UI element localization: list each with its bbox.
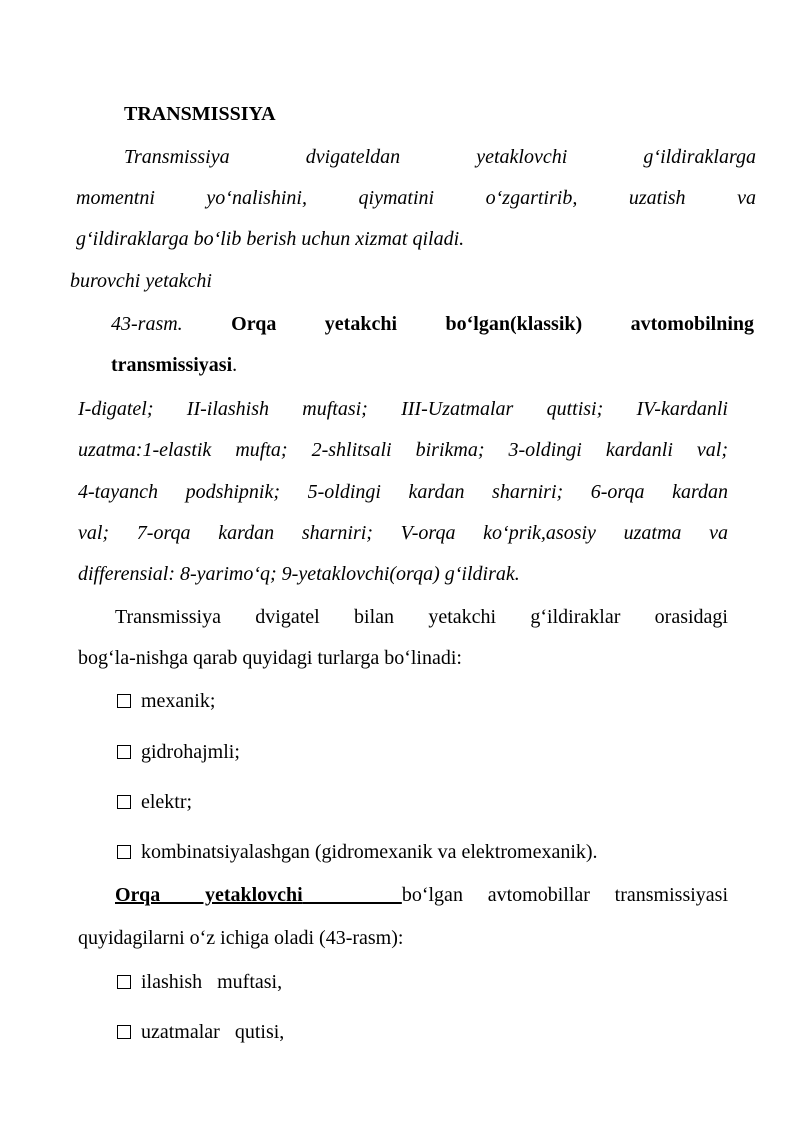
list-item: elektr; [117,790,192,814]
legend-line-5: differensial: 8-yarimo‘q; 9-yetaklovchi(orqa) g‘ildirak. [78,563,520,585]
section-title: TRANSMISSIYA [124,103,276,125]
intro-line-1: Transmissiya dvigateldan yetaklovchi g‘ildiraklarga [124,146,756,168]
figure-title-period: . [232,354,238,376]
figure-caption-line-1 [111,312,754,336]
figure-title-part-2: transmissiyasi [111,354,233,376]
paragraph2-line-2: bog‘la-nishga qarab quyidagi turlarga bo‘linadi: [78,647,462,669]
bullet-box-icon [117,1025,131,1039]
legend-line-3: 4-tayanch podshipnik; 5-oldingi kardan sharniri; 6-orqa kardan [78,481,728,503]
list-item: gidrohajmli; [117,740,240,764]
list-item: ilashish muftasi, [117,970,282,994]
intro-line-3: g‘ildiraklarga bo‘lib berish uchun xizmat qiladi. [76,228,465,250]
figure-caption-line-2 [111,353,237,377]
paragraph3-line-1 [115,883,728,907]
legend-line-2: uzatma:1-elastik mufta; 2-shlitsali birikma; 3-oldingi kardanli val; [78,439,728,461]
paragraph3-line-2: quyidagilarni o‘z ichiga oladi (43-rasm): [78,927,404,949]
bullet-box-icon [117,795,131,809]
bullet-box-icon [117,694,131,708]
stray-text: burovchi yetakchi [70,270,212,292]
figure-title-part-1: Orqa yetakchi bo‘lgan(klassik) avtomobilning [231,313,755,335]
list-item: mexanik; [117,689,215,713]
bullet-box-icon [117,845,131,859]
figure-number: 43-rasm. [111,313,183,335]
intro-line-2: momentni yo‘nalishini, qiymatini o‘zgartirib, uzatish va [76,187,756,209]
bullet-box-icon [117,745,131,759]
bullet-box-icon [117,975,131,989]
paragraph3-underlined: Orqa yetaklovchi [115,884,303,906]
paragraph3-line-1-rest: bo‘lgan avtomobillar transmissiyasi [401,884,729,906]
legend-line-4: val; 7-orqa kardan sharniri; V-orqa ko‘prik,asosiy uzatma va [78,522,728,544]
list-item: kombinatsiyalashgan (gidromexanik va elektromexanik). [117,840,598,864]
list-item: uzatmalar qutisi, [117,1020,284,1044]
paragraph2-line-1: Transmissiya dvigatel bilan yetakchi g‘ildiraklar orasidagi [115,606,728,628]
legend-line-1: I-digatel; II-ilashish muftasi; III-Uzatmalar quttisi; IV-kardanli [78,398,728,420]
